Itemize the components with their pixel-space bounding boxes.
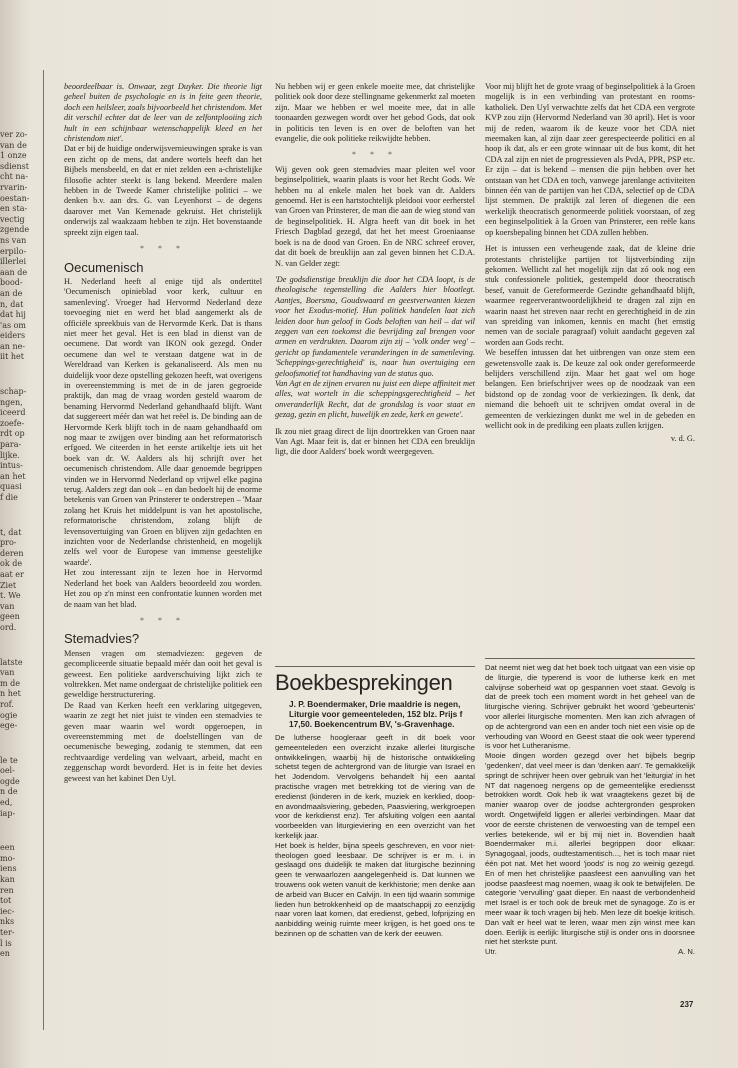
intro-quote: beoordeelbaar is. Onwaar, zegt Duyker. Die theorie ligt geheel buiten de psychologie en is in feite geen theorie, doch een heilsleer, zoals bijvoorbeeld het christendom. Met dit verschil echter dat de leer van de zelfontplooiing zich hult in een schijnbaar wetenschappelijk kleed en het christendom niet'. xyxy=(64,82,262,144)
section-heading-oecumenisch: Oecumenisch xyxy=(64,259,144,275)
review-section-title: Boekbesprekingen xyxy=(275,670,453,695)
fragment-line: ord. xyxy=(0,622,17,632)
fragment-line: kan xyxy=(0,875,15,885)
fragment-line: m de xyxy=(0,678,20,688)
fragment-line: en sta- xyxy=(0,204,28,214)
fragment-line: dat hij xyxy=(0,310,26,320)
fragment-line: ns van xyxy=(0,235,27,245)
fragment-line: sdienst xyxy=(0,161,29,171)
paragraph: Mensen vragen om stemadviezen: gegeven de gecompliceerde situatie bepaald méér dan ooit het geval is geweest. Een politieke aardverschuiving lijkt zich te voltrekken. Met name ondergaat de christelijke politiek een geweldige herstructurering. xyxy=(64,648,262,700)
fragment-line: ege- xyxy=(0,721,18,731)
fragment-line: zoefe- xyxy=(0,418,25,428)
fragment-line: van de xyxy=(0,140,27,150)
fragment-line: iit het xyxy=(0,352,24,362)
fragment-line: iceerd xyxy=(0,408,26,418)
paragraph: Het boek is helder, bijna speels geschreven, en voor niet-theologen goed leesbaar. De schrijver is er m. i. in geslaagd ons duidelijk te maken dat liturgische bezinning geen te verwaarlozen aangelegenheid is. Dat kunnen we trouwens ook weten vanuit de kerkhistorie; men denke aan de arbeid van Bucer en Calvijn. In een tijd waarin sommige lieden hun betrokkenheid op de maatschappij zo eenzijdig naar voren laat komen, dat eredienst, gebed, lofprijzing en aanbidding weinig ruimte meer krijgen, is het goed ons te bezinnen op de schatten van de kerk der eeuwen. xyxy=(275,840,475,938)
review-book-header: J. P. Boendermaker, Drie maaldrie is negen, Liturgie voor gemeenteleden, 152 blz. Prijs f 17,50. Boekencentrum BV, 's-Gravenhage. xyxy=(289,699,463,729)
fragment-line: oel- xyxy=(0,766,15,776)
fragment-line: van xyxy=(0,668,15,678)
paragraph: De lutherse hoogleraar geeft in dit boek voor gemeenteleden een overzicht inzake allerlei liturgische ontwikkelingen, waarbij hij de historische ontwikkeling schetst tegen de achtergrond van de liturgie van Israel en het Jodendom. Vervolgens behandelt hij een aantal practische vragen met betrekking tot de viering van de eredienst (kinderen in de kerk, muziek en kerklied, doop- en avondmaalsviering, gebeden, Paasviering, werkgroepen voor de kerkdienst enz). Ter afsluiting volgen een aantal voorbeelden van liturgieviering en een overzicht van het kerkelijk jaar. xyxy=(275,733,475,840)
paragraph: Ik zou niet graag direct de lijn doortrekken van Groen naar Van Agt. Maar feit is, dat er binnen het CDA een breuklijn ligt, die door Aalders' boek wordt weergegeven. xyxy=(275,426,475,457)
fragment-line: illerlei xyxy=(0,257,27,267)
spacer xyxy=(0,732,38,756)
fragment-line: tot xyxy=(0,896,12,906)
spacer xyxy=(0,363,38,387)
fragment-line: vectig xyxy=(0,214,25,224)
section-separator: * * * xyxy=(140,615,186,625)
fragment-line: intus- xyxy=(0,461,23,471)
spacer xyxy=(0,819,38,843)
paragraph: Het zou interessant zijn te lezen hoe in Hervormd Nederland het boek van Aalders beoordeeld zou worden. Het zou op z'n minst een confrontatie kunnen worden met de naam van het blad. xyxy=(64,568,262,609)
paragraph: H. Nederland heeft al enige tijd als ondertitel 'Oecumenisch opinieblad voor kerk, cultuur en samenleving'. Vroeger had Hervormd Nederland deze toevoeging niet en werd het blad aangemerkt als de officiële spreekbuis van de Hervormde Kerk. Dat is thans niet meer het geval. Het is een blad in dienst van de oecumene. Dat wordt van IKON ook gezegd. Onder oecumene dan wel te verstaan datgene wat in de Wereldraad van Kerken is gekanaliseerd. Als men nu duidelijk voor deze opstelling gekozen heeft, wat overigens in overeenstemming is met de in de jaren gegroeide praktijk, dan mag de vraag worden gesteld waarom de benaming Hervormd Nederland gehandhaafd blijft. Want dat suggereert méér dan wat het reëel is. De binding aan de Hervormde Kerk blijft toch in de naam gehandhaafd om nog maar te zwijgen over binding aan het reformatorisch erfgoed. We citeerden in het eerste artikeltje iets uit het boek van dr. W. Aalders als hij schrijft over het oecumenisch christendom. Alle daar genoemde begrippen vinden we in Hervormd Nederland op vrijwel elke pagina terug. Aalders zegt dan ook – en dan bedoelt hij de enorme betekenis van Groen van Prinsterer te onderstrepen – 'Maar zolang het Kruis het middelpunt is van het apostolische, reformatorische christendom, zolang blijft de levensovertuiging van Groen en blijven zijn gedachten en inzichten voor de Nederlandse christenheid, en mogelijk zelfs wel voor de Europese van immense geestelijke waarde'. xyxy=(64,276,262,567)
paragraph: We beseffen intussen dat het uitbrengen van onze stem een gewetensvolle zaak is. De keuze zal ook onder gereformeerde belijders verschillend zijn. Maar het gaat wel om hoge belangen. Een briefschrijver wees op de noodzaak van een bidstond op de zondag voor de verkiezingen. Ik denk, dat niemand die behoeft uit te schrijven omdat overal in de gemeenten de verkiezingen dunkt me wel in de gebeden en wellicht ook in de prediking een plaats zullen krijgen. xyxy=(485,348,695,430)
fragment-line: l is xyxy=(0,938,12,948)
fragment-line: een xyxy=(0,843,15,853)
signature-author: A. N. xyxy=(678,947,695,957)
fragment-line: oestan- xyxy=(0,193,30,203)
quote-paragraph: 'De godsdienstige breuklijn die door het CDA loopt, is de theologische tegenstelling die Aalders hier blootlegt. Aantjes, Boersma, Goudswaard en geestverwanten kiezen voor het Exodus-motief. Hun politiek handelen laat zich leiden door hun geloof in Gods beloften van heil – dat wil zeggen van een toekomst die bevrijding zal brengen voor armen en verdrukten. Daarom zijn zij – 'volk onder weg' – gericht op fundamentele veranderingen in de samenleving. 'Scheppings-gerechtigheid' is, naar hun overtuiging een geloofsmotief tot handhaving van de status quo. xyxy=(275,274,475,378)
fragment-line: ed, xyxy=(0,798,13,808)
section-heading-stemadvies: Stemadvies? xyxy=(64,631,140,647)
fragment-line: aan de xyxy=(0,267,28,277)
paragraph: De Raad van Kerken heeft een verklaring uitgegeven, waarin ze zegt het niet juist te vinden een stemadvies te geven maar waarin wel wordt opgeroepen, in overeenstemming met de doelstellingen van de oecumenische beweging, zodanig te stemmen, dat een rechtvaardige verdeling van welvaart, arbeid, macht en zeggenschap wordt bevorderd. Het is in feite het devies geweest van het kabinet Den Uyl. xyxy=(64,700,262,783)
fragment-line: iap- xyxy=(0,808,16,818)
rule xyxy=(275,666,475,667)
fragment-line: ren xyxy=(0,885,14,895)
fragment-line: t. We xyxy=(0,591,21,601)
fragment-line: iec- xyxy=(0,906,15,916)
author-signature: v. d. G. xyxy=(670,434,695,444)
fragment-line: mo- xyxy=(0,853,16,863)
paragraph: Mooie dingen worden gezegd over het bijbels begrip 'gedenken', dat veel meer is dan 'denken aan'. Te gemakkelijk springt de schrijver heen over gebruik van het 'leiturgia' in het NT dat nagenoeg nergens op de gemeentelijke erediensst betrokken wordt. Ook heb ik wat vraagtekens gezet bij de manier waarop over de joodse achtergronden gesproken wordt. Ongetwijfeld liggen er allerlei verbindingen. Maar dat voor de eerste christenen de verwoesting van de tempel een verlies betekende, wil er bij mij niet in. Bovendien haalt Boendermaker m.i. allerlei begrippen door elkaar: Synagogaal, joods, oudtestamentisch..., het is toch maar niet één pot nat. Met het woord 'joods' is nog zo weinig gezegd. En of men het christelijke paasfeest een aanvulling van het joodse paasfeest mag noemen, waag ik ook te betwijfelen. De categorie 'vervulling' gaat dieper. En naast de verbondenheid met Israel is er toch ook de breuk met de synagoge. Zo is er meer waar ik toch vragen bij heb. Men leze dit boekje kritisch. Dan valt er heel wat te leren, waar men zijn winst mee kan doen. Eerlijk is eerlijk: liturgische stijl is onder ons in doorsnee niet het sterkste punt. xyxy=(485,751,695,947)
fragment-line: erpilo- xyxy=(0,246,27,256)
fragment-line: deren xyxy=(0,548,24,558)
column-3 xyxy=(485,82,695,445)
column-divider xyxy=(43,70,44,1030)
fragment-line: ogde xyxy=(0,776,20,786)
fragment-line: rof. xyxy=(0,699,14,709)
fragment-line: para- xyxy=(0,440,22,450)
section-separator: * * * xyxy=(140,244,186,254)
fragment-line: rvarin- xyxy=(0,182,28,192)
fragment-line: n de xyxy=(0,787,18,797)
quote-paragraph: Van Agt en de zijnen ervaren nu juist een diepe affiniteit met alles, wat wortelt in die scheppingsgerechtigheid – het onveranderlijk Recht, dat de grondslag is voor staat en gezag, gezin en plicht, huwelijk en zede, kerk en gewete'. xyxy=(275,378,475,420)
fragment-line: ngen, xyxy=(0,397,23,407)
fragment-line: nks xyxy=(0,917,15,927)
paragraph: Het is intussen een verheugende zaak, dat de kleine drie protestants christelijke partijen tot lijstverbinding zijn gekomen. Wellicht zal het mogelijk zijn dat zó ook nog een stuk confessionele politiek, gestempeld door theocratisch besef, vanuit de Gereformeerde Gezindte gehandhaafd blijft, waarmee regeerverantwoordelijkheid te dragen zal zijn en waarin naast het streven naar recht en gerechtigheid in de zin van spreiding van inkomen, kennis en macht (het ernstig nemen van de sociale paragraaf) voluit aandacht gegeven zal worden aan Gods recht. xyxy=(485,244,695,347)
fragment-line: lijke. xyxy=(0,450,20,460)
rule xyxy=(485,658,695,659)
fragment-line: ogie xyxy=(0,710,18,720)
book-review-section xyxy=(275,660,475,939)
fragment-line: en xyxy=(0,949,10,959)
paragraph: Voor mij blijft het de grote vraag of beginselpolitiek à la Groen mogelijk is in een verbinding van protestant en rooms-katholiek. Den Uyl verwachtte zelfs dat het CDA een vergrote KVP zou zijn (Hervormd Nederland van 30 april). Het is voor mij de reden, waarom ik de keuze voor het CDA niet meemaken kan, al zijn daar zeer gerespecteerde politici en al hoop ik dat, als er een grote winnaar uit de bus komt, dit het CDA zal zijn en niet de progressieven als PvdA, PPR, PSP etc. Er zijn – dat is bekend – mensen die pijn hebben over het ontstaan van het CDA en toch, vanwege jarenlange activiteiten binnen één van de partijen van het CDA, selectief op de CDA lijst stemmen. De praktijk zal leren of diegenen die een werkelijk theocratisch genormeerde politiek voorstaan, of zeg een beginselpolitiek à la Groen van Prinsterer, een reële kans op koersbepaling binnen het CDA zullen hebben. xyxy=(485,82,695,237)
fragment-line: ter- xyxy=(0,928,15,937)
spacer xyxy=(0,634,38,658)
review-body xyxy=(275,733,475,939)
fragment-line: van xyxy=(0,601,15,611)
fragment-line: iens xyxy=(0,864,17,874)
spacer xyxy=(0,504,38,528)
fragment-line: t, dat xyxy=(0,527,22,537)
previous-page-fragments xyxy=(0,130,38,960)
fragment-line: schap- xyxy=(0,387,27,397)
fragment-line: n, dat xyxy=(0,299,24,309)
fragment-line: 'as om xyxy=(0,320,27,330)
review-continuation xyxy=(485,658,695,957)
fragment-line: f die xyxy=(0,493,18,502)
fragment-line: n het xyxy=(0,689,21,699)
paragraph: Dat neemt niet weg dat het boek toch uitgaat van een visie op de liturgie, die typerend is voor de lutherse kerk en met calvijnse soberheid wat op gespannen voet staat. Gevolg is dat de preek toch een moment wordt in het geheel van de liturgische viering. Schrijver gebruikt het woord 'gebeurtenis' voor allerlei liturgische momenten. Men kan zich afvragen of op de achtergrond van een en ander toch niet een visie op de verhouding van Woord en Geest staat die ook weer typerend is voor het Lutheranisme. xyxy=(485,663,695,751)
fragment-line: latste xyxy=(0,657,23,667)
fragment-line: an ne- xyxy=(0,341,26,351)
fragment-line: an het xyxy=(0,471,26,481)
page-number: 237 xyxy=(680,1000,694,1009)
review-signature xyxy=(485,947,695,957)
section-separator: * * * xyxy=(352,150,398,160)
fragment-line: geen xyxy=(0,612,20,622)
fragment-line: Ziet xyxy=(0,580,17,590)
fragment-line: bood- xyxy=(0,278,23,288)
paragraph: Wij geven ook geen stemadvies maar pleiten wel voor beginselpolitiek, waarin plaats is voor het Recht Gods. We hebben nu al enkele malen het boek van dr. Aalders genoemd. Het is een hartstochtelijk pleidooi voor eerherstel van Groen van Prinsterer, de man die aan de wieg stond van de beginselpolitiek. H. Algra heeft van dit boek in het Friesch Dagblad gezegd, dat het het meest Groeniaanse boek is na de dood van Groen. En de NRC schreef erover, dat dit boek de breuklijn aan zal geven binnen het C.D.A. N. van Gelder zegt: xyxy=(275,164,475,268)
fragment-line: eiders xyxy=(0,331,26,341)
fragment-line: quasi xyxy=(0,482,22,492)
signature-place: Utr. xyxy=(485,947,497,957)
paragraph: Dat er bij de huidige onderwijsvernieuwingen sprake is van een zicht op de mens, dat andere wortels heeft dan het Bijbels mensbeeld, en dat er niet zelden een a-christelijke filosofie achter steekt is lang bekend. Meerdere malen hebben in de Tweede Kamer christelijke politici – we denken b.v. aan drs. G. van Leyenhorst – de degens daarover met Van Kemenade gekruist. Het christelijk onderwijs zal waakzaam hebben te zijn. Het bovenstaande spreekt zijn eigen taal. xyxy=(64,144,262,237)
column-2 xyxy=(275,82,475,458)
fragment-line: rdt op xyxy=(0,429,25,439)
column-1 xyxy=(64,82,262,784)
fragment-line: cht na- xyxy=(0,172,29,182)
paragraph: Nu hebben wij er geen enkele moeite mee, dat christelijke politiek ook door deze stellingname gekenmerkt zal moeten zijn. Maar we hebben er wel moeite mee, dat in alle toonaarden gezwegen wordt over het gebod Gods, dat ook in politicis ten leven is en over de beloften van het evangelie, die ook politieke reikwijdte hebben. xyxy=(275,82,475,144)
fragment-line: le te xyxy=(0,755,18,765)
fragment-line: ver zo- xyxy=(0,130,28,139)
fragment-line: ok de xyxy=(0,559,23,569)
fragment-line: 1 onze xyxy=(0,151,27,161)
fragment-line: pro- xyxy=(0,538,17,548)
fragment-line: an de xyxy=(0,288,23,298)
fragment-line: aat er xyxy=(0,569,24,579)
fragment-line: zgende xyxy=(0,225,30,235)
